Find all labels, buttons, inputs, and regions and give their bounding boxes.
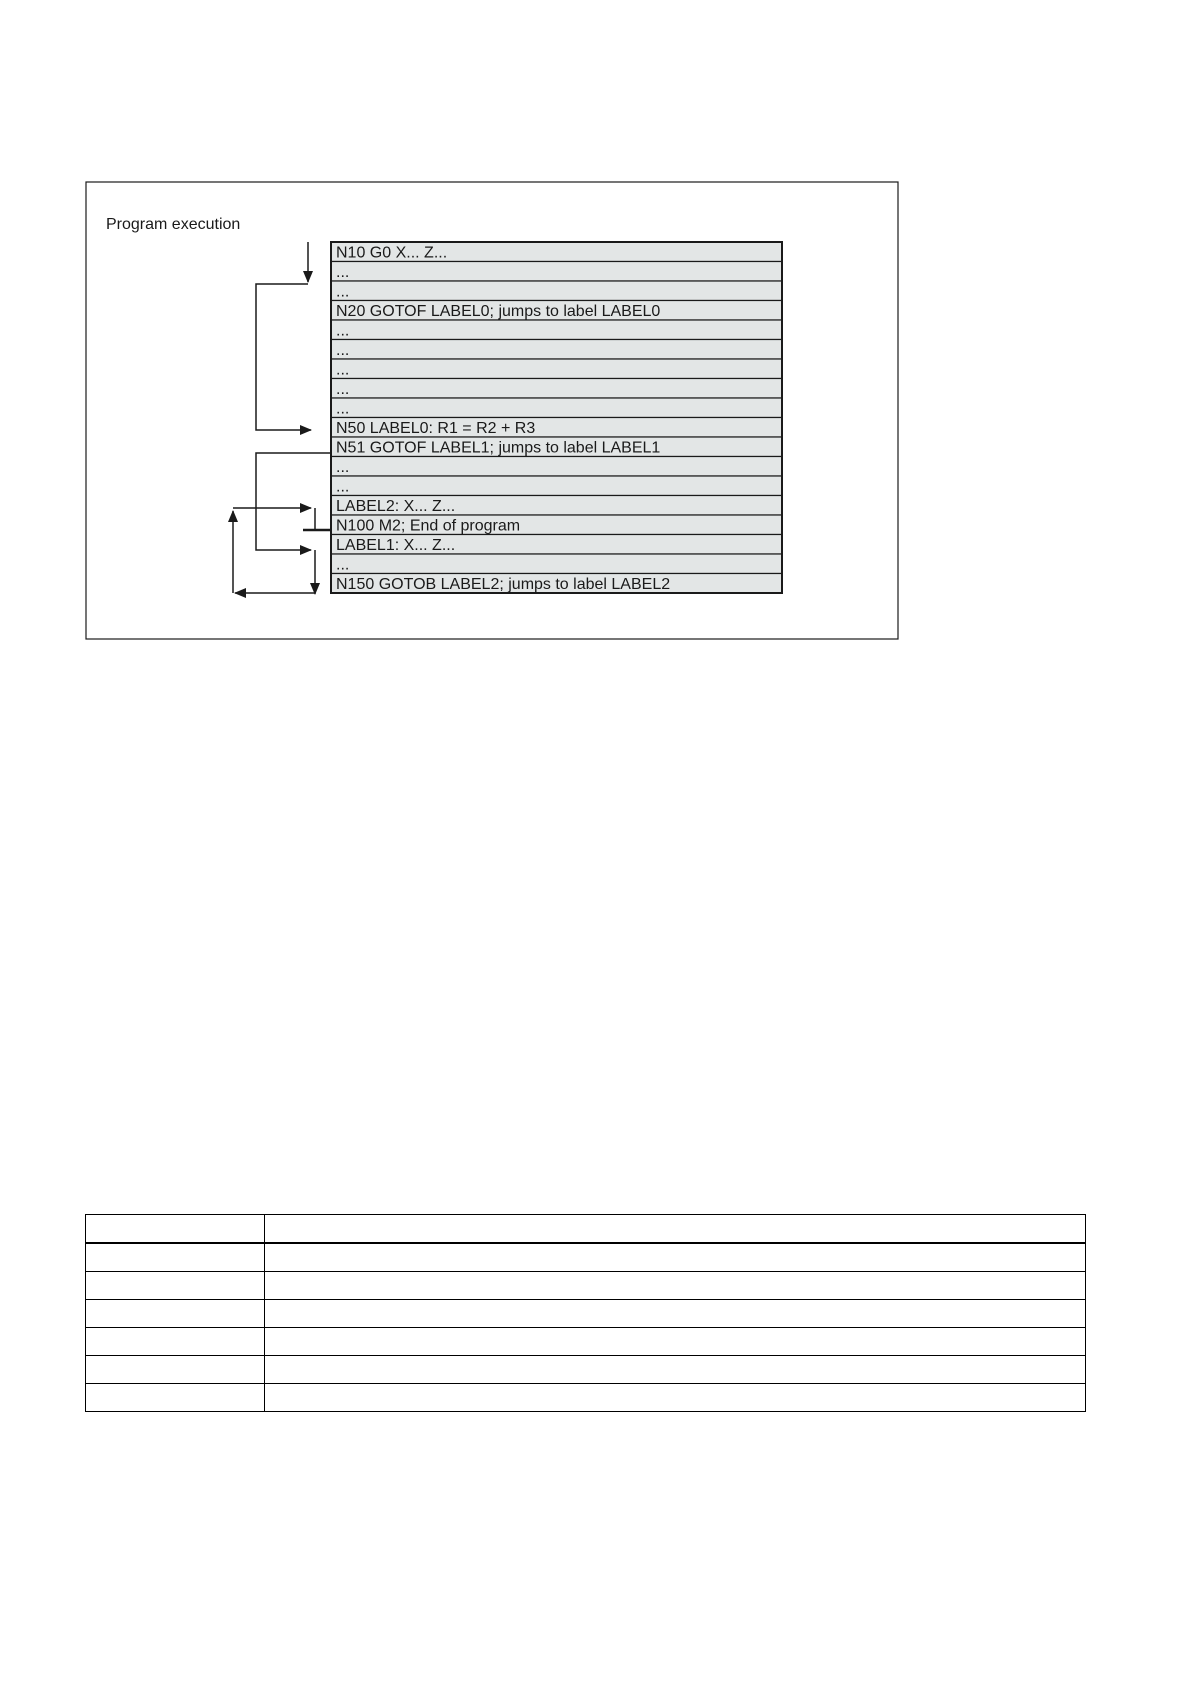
program-row [331,320,782,340]
program-row [331,554,782,574]
table-row [86,1300,1086,1328]
table-cell [86,1215,265,1244]
program-row-text: N20 GOTOF LABEL0; jumps to label LABEL0 [336,303,661,320]
program-execution-diagram [0,0,1191,660]
empty-table [85,1214,1086,1412]
program-row-text: N51 GOTOF LABEL1; jumps to label LABEL1 [336,439,661,457]
program-row [331,379,782,399]
program-row-text: ... [336,400,350,418]
table-cell [265,1215,1086,1244]
program-listing [331,242,782,593]
program-row-text: N50 LABEL0: R1 = R2 + R3 [336,420,536,437]
table-row [86,1356,1086,1384]
table-row [86,1384,1086,1412]
table-cell [86,1300,265,1328]
program-row-text: N100 M2; End of program [336,517,521,535]
program-row [331,262,782,282]
table-cell [265,1243,1086,1272]
table-cell [86,1384,265,1412]
program-row-text: ... [336,381,350,398]
program-row-text: ... [336,556,350,574]
table-cell [86,1272,265,1300]
table-cell [265,1272,1086,1300]
program-row [331,359,782,379]
table-row [86,1243,1086,1272]
program-row-text: ... [336,478,350,496]
program-row-text: N10 G0 X... Z... [336,244,448,262]
table-row [86,1328,1086,1356]
program-row-text: ... [336,459,350,476]
table-cell [265,1300,1086,1328]
table-row [86,1215,1086,1244]
table-cell [86,1328,265,1356]
table-cell [265,1328,1086,1356]
program-row-text: ... [336,342,350,359]
table-cell [86,1243,265,1272]
jump-arrows [233,242,331,594]
jump-arrow-label0 [256,284,311,430]
program-row-text: LABEL2: X... Z... [336,498,456,515]
table-cell [265,1356,1086,1384]
table-cell [265,1384,1086,1412]
program-row-text: N150 GOTOB LABEL2; jumps to label LABEL2 [336,576,671,593]
table-row [86,1272,1086,1300]
jump-arrow-label1 [256,453,331,550]
program-row-text: ... [336,322,350,340]
program-row-text: ... [336,283,350,301]
program-row [331,476,782,496]
program-row [331,340,782,360]
program-row [331,281,782,301]
program-row [331,398,782,418]
program-row-text: LABEL1: X... Z... [336,537,456,554]
program-row-text: ... [336,361,350,379]
program-row [331,457,782,477]
program-row-text: ... [336,264,350,281]
diagram-caption: Program execution [106,216,241,233]
table-cell [86,1356,265,1384]
